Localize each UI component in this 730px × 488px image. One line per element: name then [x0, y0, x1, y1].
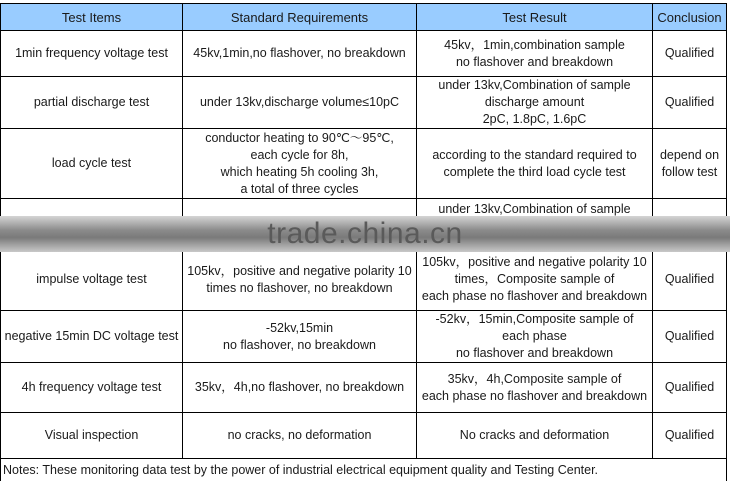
cell-test-item: 1min frequency voltage test [1, 31, 183, 77]
cell-conclusion: Qualified [653, 249, 727, 311]
cell-conclusion: Qualified [653, 31, 727, 77]
cell-standard: conductor heating to 90℃～95℃, each cycle for 8h, which heating 5h cooling 3h, a total of three cycles [183, 129, 417, 199]
watermark-logo: trade.china.cn [267, 217, 463, 250]
table-row [1, 129, 727, 199]
header-conclusion: Conclusion [653, 4, 727, 31]
header-test-result: Test Result [417, 4, 653, 31]
cell-result: 45kv，1min,combination sample no flashover and breakdown [417, 31, 653, 77]
cell-test-item: partial discharge test [1, 77, 183, 129]
cell-result: 105kv，positive and negative polarity 10 times，Composite sample of each phase no flashover and breakdown [417, 249, 653, 311]
cell-result: under 13kv,Combination of sample [417, 199, 653, 249]
notes-row [1, 459, 727, 482]
cell-conclusion: Qualified [653, 363, 727, 413]
cell-standard: 105kv，positive and negative polarity 10 times no flashover, no breakdown [183, 249, 417, 311]
cell-result: under 13kv,Combination of sample discharge amount 2pC, 1.8pC, 1.6pC [417, 77, 653, 129]
table-row [1, 413, 727, 459]
notes-text: Notes: These monitoring data test by the power of industrial electrical equipment quality and Testing Center. [1, 459, 727, 482]
cell-conclusion: Qualified [653, 311, 727, 363]
cell-standard: 45kv,1min,no flashover, no breakdown [183, 31, 417, 77]
cell-test-item: load cycle test [1, 129, 183, 199]
cell-test-item: 4h frequency voltage test [1, 363, 183, 413]
cell-standard: -52kv,15min no flashover, no breakdown [183, 311, 417, 363]
cell-test-item: Visual inspection [1, 413, 183, 459]
header-test-items: Test Items [1, 4, 183, 31]
cell-conclusion: Qualified [653, 77, 727, 129]
cell-result: No cracks and deformation [417, 413, 653, 459]
cell-standard: 35kv，4h,no flashover, no breakdown [183, 363, 417, 413]
table-row [1, 249, 727, 311]
table-header-row [1, 4, 727, 31]
cell-result: -52kv，15min,Composite sample of each phase no flashover and breakdown [417, 311, 653, 363]
cell-standard: under 13kv,discharge volume≤10pC [183, 77, 417, 129]
cell-test-item: negative 15min DC voltage test [1, 311, 183, 363]
table-row [1, 77, 727, 129]
cell-result: according to the standard required to complete the third load cycle test [417, 129, 653, 199]
cell-conclusion: Qualified [653, 413, 727, 459]
table-row [1, 31, 727, 77]
header-standard-requirements: Standard Requirements [183, 4, 417, 31]
cell-result: 35kv，4h,Composite sample of each phase no flashover and breakdown [417, 363, 653, 413]
table-row [1, 311, 727, 363]
cell-conclusion: depend on follow test [653, 129, 727, 199]
cell-test-item: impulse voltage test [1, 249, 183, 311]
cell-standard: no cracks, no deformation [183, 413, 417, 459]
table-row [1, 363, 727, 413]
